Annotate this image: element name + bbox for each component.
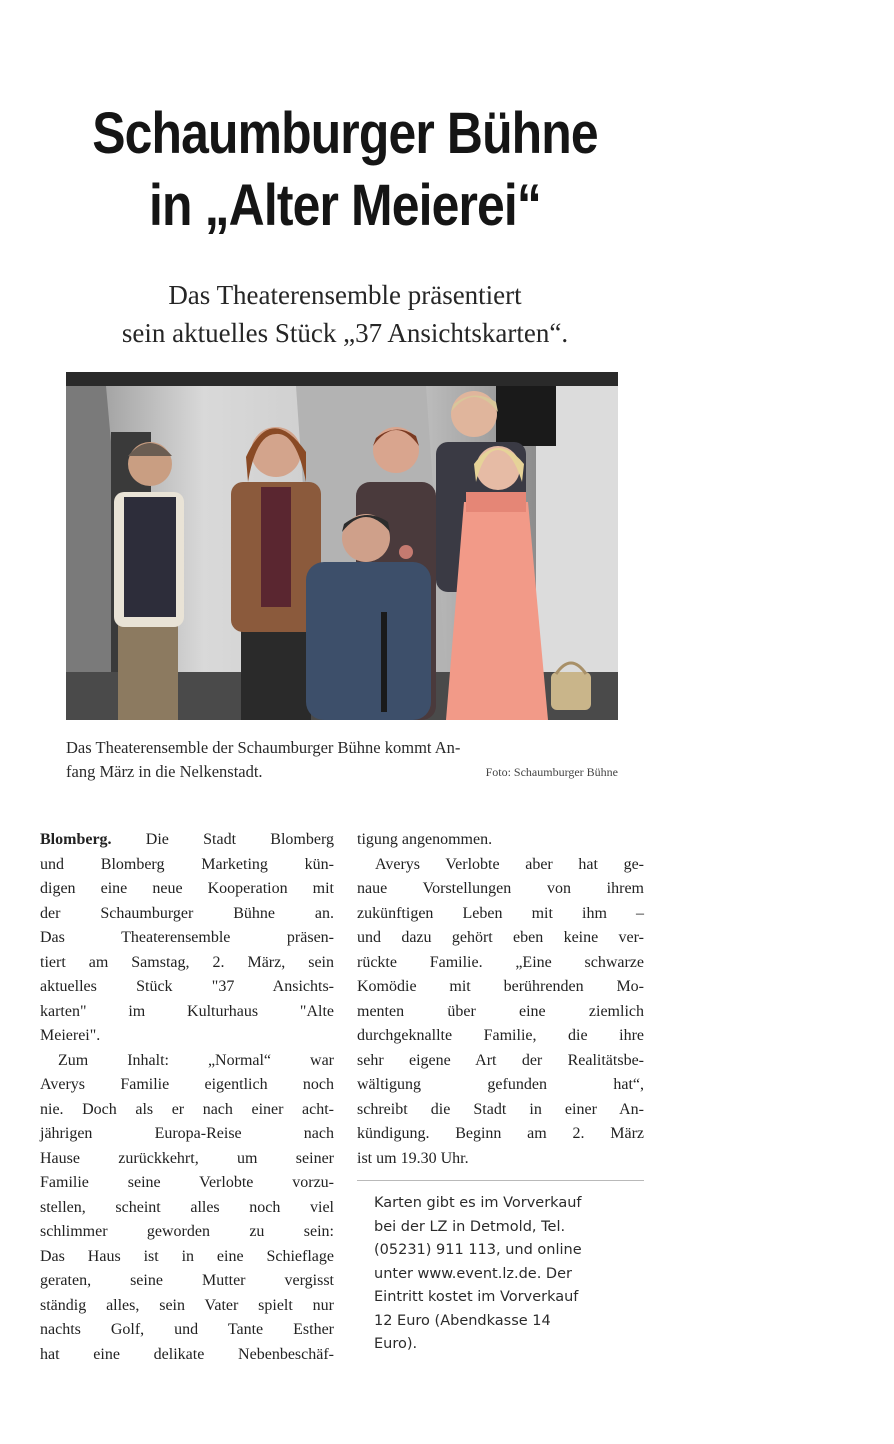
- caption-line-1: Das Theaterensemble der Schaumburger Bühne kommt An-: [66, 738, 461, 757]
- headline-line-2: in „Alter Meierei“: [149, 173, 541, 238]
- subheadline-line-2: sein aktuelles Stück „37 Ansichtskarten“.: [121, 318, 569, 348]
- info-line: unter www.event.lz.de. Der: [374, 1265, 572, 1282]
- body-line: durchgeknallte Familie, die ihre: [357, 1027, 644, 1044]
- info-line: bei der LZ in Detmold, Tel.: [374, 1218, 566, 1235]
- body-line: Meierei".: [40, 1027, 101, 1044]
- body-line: kündigung. Beginn am 2. März: [357, 1125, 644, 1142]
- body-line: wältigung gefunden hat“,: [357, 1076, 644, 1093]
- body-line: karten" im Kulturhaus "Alte: [40, 1002, 334, 1020]
- body-column-2: [357, 828, 644, 1171]
- body-line: menten über eine ziemlich: [357, 1002, 644, 1020]
- body-line: schreibt die Stadt in einer An-: [357, 1100, 644, 1118]
- body-line: tigung angenommen.: [357, 831, 493, 848]
- ensemble-photo-illustration: [66, 372, 618, 720]
- dateline: Blomberg.: [40, 831, 112, 848]
- body-line: und Blomberg Marketing kün-: [40, 855, 334, 873]
- body-line: Averys Verlobte aber hat ge-: [375, 855, 644, 873]
- body-line: Hause zurückkehrt, um seiner: [40, 1149, 334, 1167]
- body-text: Die Stadt Blomberg: [111, 831, 334, 848]
- body-line: aktuelles Stück "37 Ansichts-: [40, 978, 334, 995]
- body-line: Das Theaterensemble präsen-: [40, 929, 334, 946]
- headline: [83, 98, 608, 242]
- caption-line-2: fang März in die Nelkenstadt.: [66, 762, 263, 781]
- body-line: ständig alles, sein Vater spielt nur: [40, 1296, 334, 1314]
- info-line: (05231) 911 113, und online: [374, 1242, 582, 1258]
- body-line: der Schaumburger Bühne an.: [40, 904, 334, 922]
- body-line: nachts Golf, und Tante Esther: [40, 1321, 334, 1338]
- body-line: nie. Doch als er nach einer acht-: [40, 1100, 334, 1118]
- body-line: Komödie mit berührenden Mo-: [357, 978, 644, 995]
- body-line: sehr eigene Art der Realitätsbe-: [357, 1051, 644, 1069]
- body-line: digen eine neue Kooperation mit: [40, 880, 334, 897]
- body-line: tiert am Samstag, 2. März, sein: [40, 953, 334, 971]
- body-line: [40, 828, 334, 853]
- body-line: ist um 19.30 Uhr.: [357, 1149, 469, 1167]
- headline-line-1: Schaumburger Bühne: [92, 101, 598, 166]
- photo-credit: Foto: Schaumburger Bühne: [485, 765, 618, 779]
- body-line: Zum Inhalt: „Normal“ war: [58, 1051, 334, 1069]
- body-line: schlimmer geworden zu sein:: [40, 1223, 334, 1240]
- body-line: jährigen Europa-Reise nach: [40, 1125, 334, 1142]
- subheadline-line-1: Das Theaterensemble präsentiert: [168, 280, 522, 310]
- body-column-1: [40, 828, 334, 1367]
- body-line: stellen, scheint alles noch viel: [40, 1198, 334, 1216]
- body-line: Das Haus ist in eine Schieflage: [40, 1247, 334, 1265]
- body-line: zukünftigen Leben mit ihm –: [357, 904, 644, 922]
- divider: [357, 1180, 644, 1181]
- ensemble-photo: [66, 372, 618, 720]
- body-line: Averys Familie eigentlich noch: [40, 1076, 334, 1093]
- subheadline: [40, 276, 650, 352]
- info-line: Euro).: [374, 1336, 418, 1352]
- info-line: Karten gibt es im Vorverkauf: [374, 1195, 582, 1211]
- ticket-info-box: [374, 1192, 644, 1357]
- body-line: naue Vorstellungen von ihrem: [357, 880, 644, 897]
- info-line: 12 Euro (Abendkasse 14: [374, 1312, 551, 1329]
- info-line: Eintritt kostet im Vorverkauf: [374, 1289, 579, 1305]
- body-line: rückte Familie. „Eine schwarze: [357, 953, 644, 971]
- body-line: und dazu gehört eben keine ver-: [357, 929, 644, 946]
- body-line: hat eine delikate Nebenbeschäf-: [40, 1345, 334, 1363]
- body-line: Familie seine Verlobte vorzu-: [40, 1174, 334, 1191]
- body-line: geraten, seine Mutter vergisst: [40, 1272, 334, 1289]
- photo-caption: [66, 736, 618, 784]
